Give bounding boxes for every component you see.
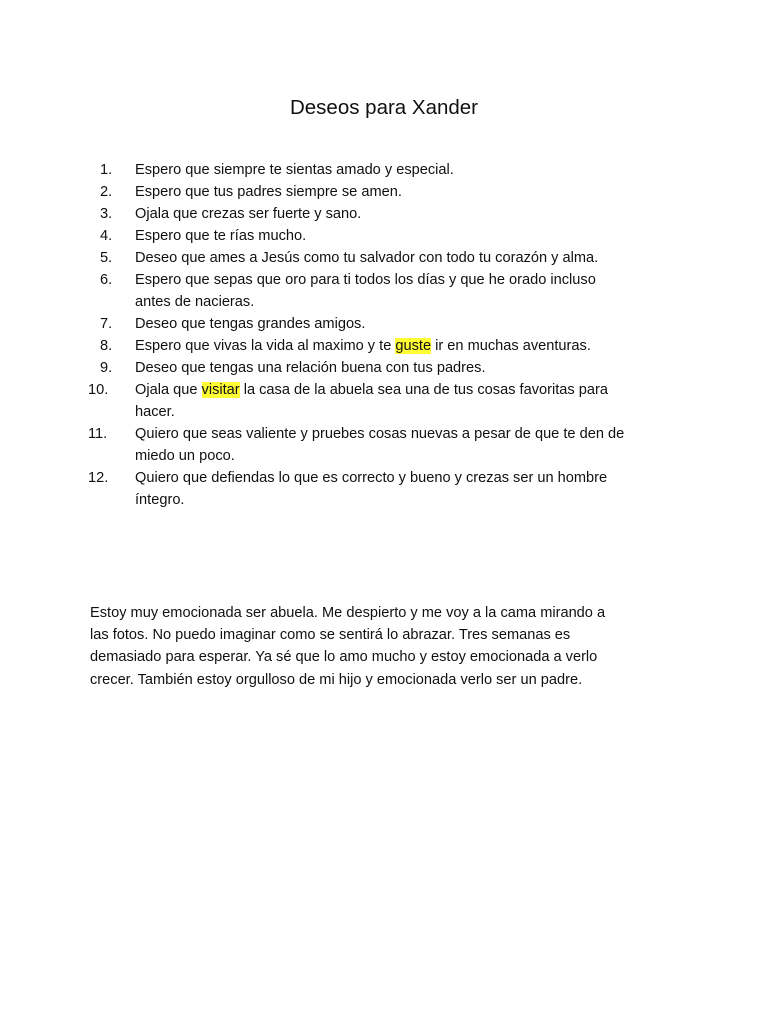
wish-list (88, 159, 680, 511)
list-item-text (135, 423, 680, 467)
list-item-text: Espero que siempre te sientas amado y especial. (135, 162, 454, 178)
list-item (100, 159, 680, 181)
list-item-number: 12. (88, 470, 109, 486)
highlighted-word: visitar (201, 382, 240, 398)
list-item-text-line: Quiero que seas valiente y pruebes cosas nuevas a pesar de que te den de (135, 426, 625, 442)
list-item-text (135, 335, 680, 357)
text-segment: la casa de la abuela sea una de tus cosas favoritas para (239, 382, 608, 398)
page-title: Deseos para Xander (289, 96, 479, 119)
list-item (88, 467, 680, 511)
list-item (100, 247, 680, 269)
list-item (100, 357, 680, 379)
list-item-text-line: Espero que sepas que oro para ti todos los días y que he orado incluso (135, 272, 596, 288)
list-item (100, 203, 680, 225)
text-segment: Espero que vivas la vida al maximo y te (135, 338, 396, 354)
list-item-text-line: Quiero que defiendas lo que es correcto y bueno y crezas ser un hombre (135, 470, 608, 486)
list-item-text: Espero que te rías mucho. (135, 228, 307, 244)
list-item-text: Deseo que ames a Jesús como tu salvador con todo tu corazón y alma. (135, 250, 599, 266)
paragraph-line: crecer. También estoy orgulloso de mi hijo y emocionada verlo ser un padre. (90, 671, 583, 688)
list-item-text (135, 467, 680, 511)
list-item-number: 2. (100, 184, 113, 200)
list-item-number: 3. (100, 206, 113, 222)
list-item-text: Ojala que crezas ser fuerte y sano. (135, 206, 362, 222)
list-item (100, 313, 680, 335)
list-item-number: 6. (100, 272, 113, 288)
list-item-text: Deseo que tengas una relación buena con tus padres. (135, 360, 486, 376)
list-item-text: Espero que tus padres siempre se amen. (135, 184, 402, 200)
list-item-text-line: antes de nacieras. (135, 294, 255, 310)
list-item-number: 4. (100, 228, 113, 244)
list-item-text-line: íntegro. (135, 492, 185, 508)
list-item-text-line: hacer. (135, 404, 175, 420)
list-item-text (135, 269, 680, 313)
list-item (88, 423, 680, 467)
list-item-number: 1. (100, 162, 113, 178)
list-item-text: Deseo que tengas grandes amigos. (135, 316, 366, 332)
paragraph-line: demasiado para esperar. Ya sé que lo amo mucho y estoy emocionada a verlo (90, 649, 598, 666)
text-segment: ir en muchas aventuras. (431, 338, 591, 354)
list-item (100, 225, 680, 247)
list-item-number: 7. (100, 316, 113, 332)
list-item-number: 10. (88, 382, 109, 398)
list-item (100, 269, 680, 313)
list-item (100, 335, 680, 357)
text-segment: Ojala que (135, 382, 202, 398)
list-item-text (135, 379, 680, 423)
paragraph-line: las fotos. No puedo imaginar como se sentirá lo abrazar. Tres semanas es (90, 627, 571, 644)
list-item-text-line: miedo un poco. (135, 448, 235, 464)
list-item (88, 379, 680, 423)
list-item-number: 11. (88, 426, 108, 442)
body-paragraph (90, 602, 680, 691)
list-item-number: 8. (100, 338, 113, 354)
list-item-number: 5. (100, 250, 113, 266)
list-item-number: 9. (100, 360, 113, 376)
list-item (100, 181, 680, 203)
paragraph-line: Estoy muy emocionada ser abuela. Me despierto y me voy a la cama mirando a (90, 605, 606, 621)
highlighted-word: guste (395, 338, 432, 354)
